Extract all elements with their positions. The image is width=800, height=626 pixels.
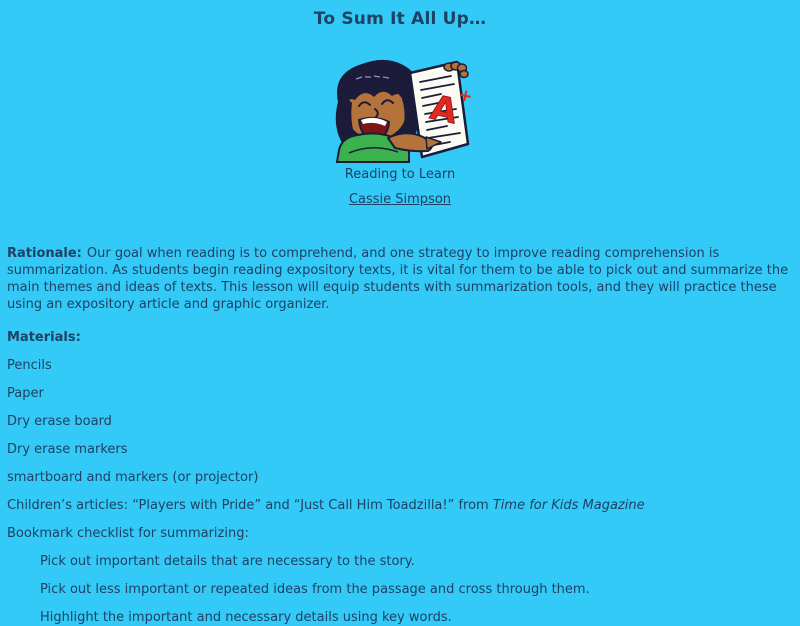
svg-text:A: A	[426, 87, 461, 133]
author-line	[7, 192, 793, 207]
bookmark-label: Bookmark checklist for summarizing:	[7, 526, 249, 541]
articles-text: Children’s articles: “Players with Pride” and “Just Call Him Toadzilla!” from	[7, 498, 493, 513]
figure-container	[7, 57, 793, 162]
bookmark-item: Pick out important details that are necessary to the story.	[40, 554, 415, 569]
figure-caption: Reading to Learn	[344, 167, 456, 182]
material-item: Paper	[7, 386, 44, 401]
materials-label: Materials:	[7, 330, 81, 345]
page-title: To Sum It All Up…	[313, 9, 487, 29]
svg-text:+: +	[456, 84, 475, 108]
girl-a-plus-illustration	[330, 57, 475, 162]
material-item: Pencils	[7, 358, 52, 373]
articles-magazine-title: Time for Kids Magazine	[492, 498, 645, 513]
bookmark-item: Pick out less important or repeated ideas from the passage and cross through them.	[40, 582, 590, 597]
rationale-paragraph	[7, 245, 793, 313]
material-item: smartboard and markers (or projector)	[7, 470, 259, 485]
material-item: Dry erase board	[7, 414, 112, 429]
material-item: Dry erase markers	[7, 442, 128, 457]
articles-line	[7, 497, 793, 514]
page	[0, 9, 800, 626]
rationale-label: Rationale:	[7, 246, 82, 261]
rationale-text: Our goal when reading is to comprehend, and one strategy to improve reading comprehension is summarization. As students begin reading expository texts, it is vital for them to be able to pick out and summarize the main themes and ideas of texts. This lesson will equip students with summarization tools, and they will practice these using an expository article and graphic organizer.	[7, 246, 789, 312]
bookmark-item: Highlight the important and necessary details using key words.	[40, 610, 452, 625]
author-link[interactable]: Cassie Simpson	[348, 192, 452, 207]
